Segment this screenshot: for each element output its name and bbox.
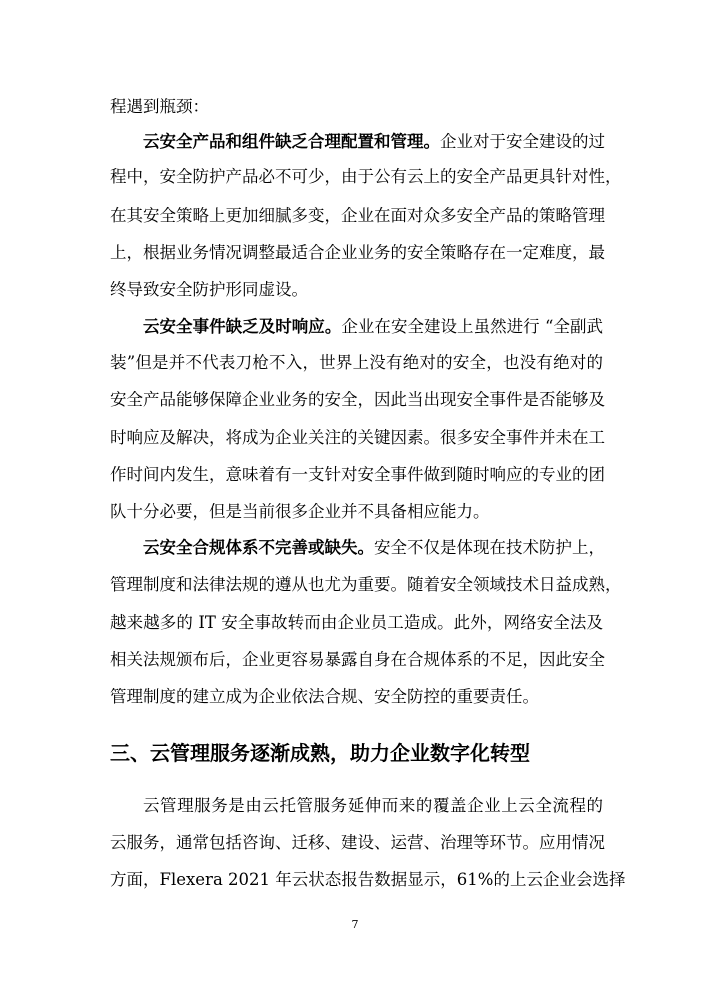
paragraph-text: 企业在安全建设上虽然进行 “全副武 <box>341 317 604 336</box>
paragraph-line: 上，根据业务情况调整最适合企业业务的安全策略存在一定难度，最 <box>110 243 605 262</box>
paragraph-line: 在其安全策略上更加细腻多变，企业在面对众多安全产品的策略管理 <box>110 206 605 225</box>
continued-text-line: 程遇到瓶颈： <box>110 97 209 116</box>
paragraph-line: 安全产品能够保障企业业务的安全，因此当出现安全事件是否能够及 <box>110 390 605 409</box>
paragraph-line: 相关法规颁布后，企业更容易暴露自身在合规体系的不足，因此安全 <box>110 650 605 669</box>
section-heading: 三、云管理服务逐渐成熟，助力企业数字化转型 <box>110 741 530 765</box>
paragraph-line: 时响应及解决，将成为企业关注的关键因素。很多安全事件并未在工 <box>110 428 605 447</box>
paragraph-line <box>143 537 603 559</box>
paragraph-line: 越来越多的 IT 安全事故转而由企业员工造成。此外，网络安全法及 <box>110 613 603 632</box>
paragraph-line <box>143 316 603 338</box>
paragraph-line: 终导致安全防护形同虚设。 <box>110 280 308 299</box>
paragraph-line: 队十分必要，但是当前很多企业并不具备相应能力。 <box>110 502 490 521</box>
paragraph-line <box>143 131 603 153</box>
paragraph-line: 装”但是并不代表刀枪不入，世界上没有绝对的安全，也没有绝对的 <box>110 353 603 372</box>
paragraph-lead: 云安全产品和组件缺乏合理配置和管理。 <box>143 132 440 151</box>
section-paragraph-line: 云管理服务是由云托管服务延伸而来的覆盖企业上云全流程的 <box>143 796 603 815</box>
paragraph-lead: 云安全合规体系不完善或缺失。 <box>143 538 374 557</box>
paragraph-line: 管理制度和法律法规的遵从也尤为重要。随着安全领域技术日益成熟， <box>110 575 622 594</box>
paragraph-line: 管理制度的建立成为企业依法合规、安全防控的重要责任。 <box>110 687 539 706</box>
paragraph-line: 作时间内发生，意味着有一支针对安全事件做到随时响应的专业的团 <box>110 465 605 484</box>
paragraph-line: 程中，安全防护产品必不可少，由于公有云上的安全产品更具针对性， <box>110 167 622 186</box>
page-number: 7 <box>351 918 359 931</box>
paragraph-text: 企业对于安全建设的过 <box>440 132 605 151</box>
paragraph-text: 安全不仅是体现在技术防护上， <box>374 538 605 557</box>
section-paragraph-line: 云服务，通常包括咨询、迁移、建设、运营、治理等环节。应用情况 <box>110 833 605 852</box>
section-paragraph-line: 方面，Flexera 2021 年云状态报告数据显示，61%的上云企业会选择 <box>110 870 626 889</box>
paragraph-lead: 云安全事件缺乏及时响应。 <box>143 317 342 336</box>
